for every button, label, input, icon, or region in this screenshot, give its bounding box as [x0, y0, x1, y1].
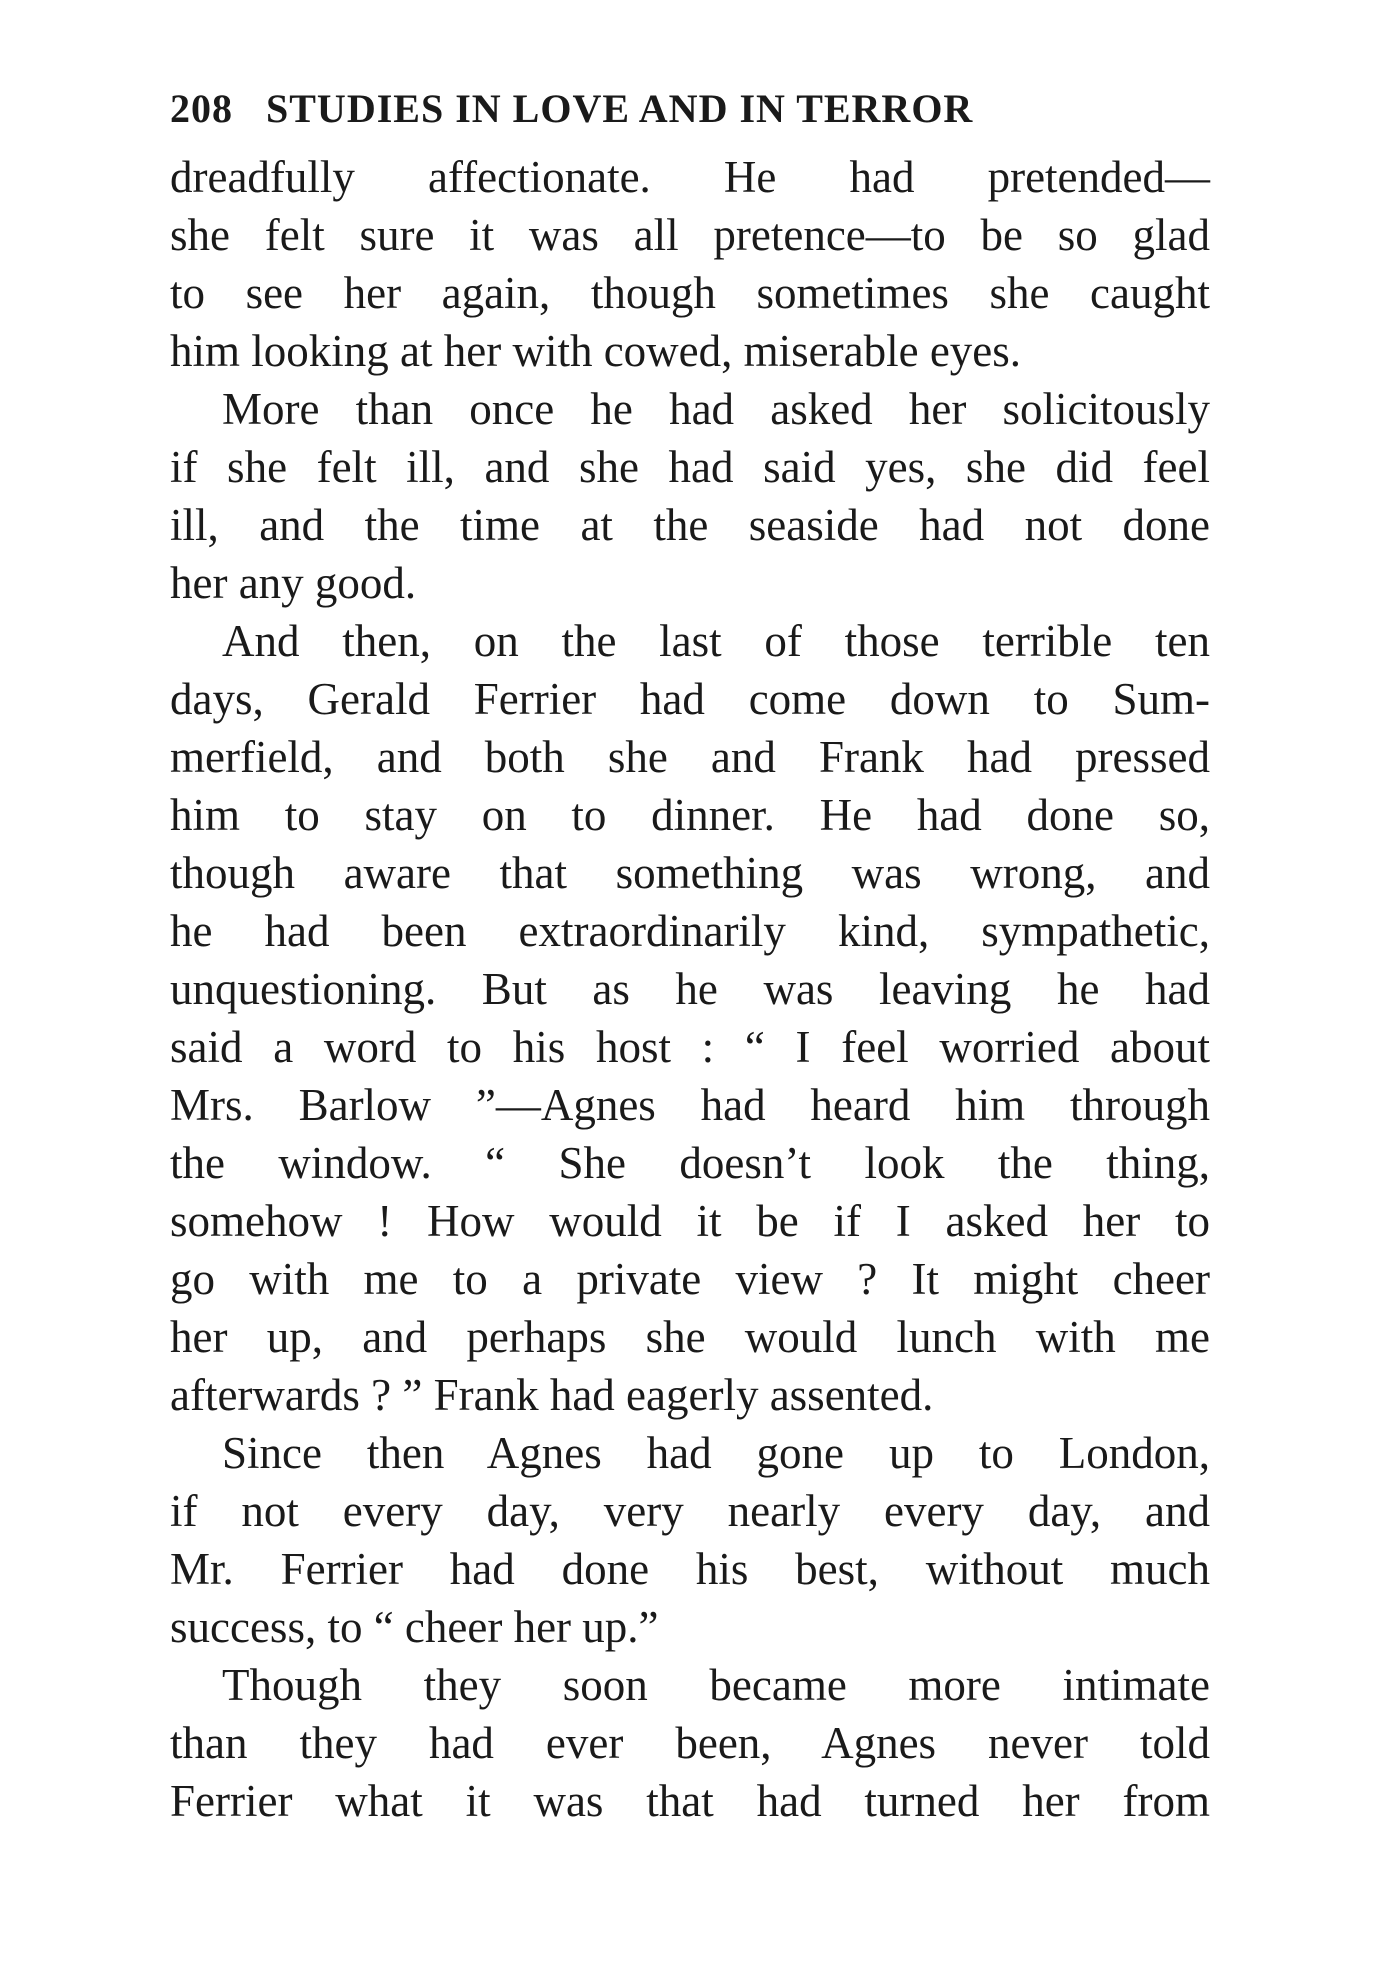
text-line: the window. “ She doesn’t look the thing,: [170, 1138, 1210, 1188]
text-line: to see her again, though sometimes she caught: [170, 268, 1210, 318]
running-header: [170, 85, 1220, 145]
page-number: 208: [170, 86, 233, 131]
text-line: Since then Agnes had gone up to London,: [222, 1428, 1210, 1478]
body-text: [170, 148, 1210, 1830]
paragraph: [170, 148, 1210, 380]
text-line: Ferrier what it was that had turned her from: [170, 1776, 1210, 1826]
text-line: afterwards ? ” Frank had eagerly assented.: [170, 1370, 934, 1420]
paragraph: [170, 380, 1210, 612]
text-line: if she felt ill, and she had said yes, she did feel: [170, 442, 1210, 492]
text-line: success, to “ cheer her up.”: [170, 1602, 659, 1652]
paragraph: [170, 1424, 1210, 1656]
text-line: dreadfully affectionate. He had pretended—: [170, 152, 1210, 202]
text-line: And then, on the last of those terrible ten: [222, 616, 1210, 666]
text-line: said a word to his host : “ I feel worried about: [170, 1022, 1210, 1072]
text-line: merfield, and both she and Frank had pressed: [170, 732, 1210, 782]
text-line: though aware that something was wrong, and: [170, 848, 1210, 898]
text-line: him looking at her with cowed, miserable eyes.: [170, 326, 1022, 376]
text-line: ill, and the time at the seaside had not done: [170, 500, 1210, 550]
text-line: he had been extraordinarily kind, sympathetic,: [170, 906, 1210, 956]
text-line: unquestioning. But as he was leaving he had: [170, 964, 1210, 1014]
running-title: STUDIES IN LOVE AND IN TERROR: [266, 86, 974, 131]
text-line: her up, and perhaps she would lunch with me: [170, 1312, 1210, 1362]
text-line: she felt sure it was all pretence—to be so glad: [170, 210, 1210, 260]
text-line: days, Gerald Ferrier had come down to Sum-: [170, 674, 1210, 724]
text-line: Mr. Ferrier had done his best, without much: [170, 1544, 1210, 1594]
text-line: if not every day, very nearly every day, and: [170, 1486, 1210, 1536]
text-line: than they had ever been, Agnes never told: [170, 1718, 1210, 1768]
text-line: her any good.: [170, 558, 417, 608]
paragraph: [170, 1656, 1210, 1830]
paragraph: [170, 612, 1210, 1424]
text-line: somehow ! How would it be if I asked her to: [170, 1196, 1210, 1246]
text-line: Though they soon became more intimate: [222, 1660, 1210, 1710]
text-line: him to stay on to dinner. He had done so,: [170, 790, 1210, 840]
text-line: Mrs. Barlow ”—Agnes had heard him through: [170, 1080, 1210, 1130]
text-line: go with me to a private view ? It might cheer: [170, 1254, 1210, 1304]
text-line: More than once he had asked her solicitously: [222, 384, 1210, 434]
